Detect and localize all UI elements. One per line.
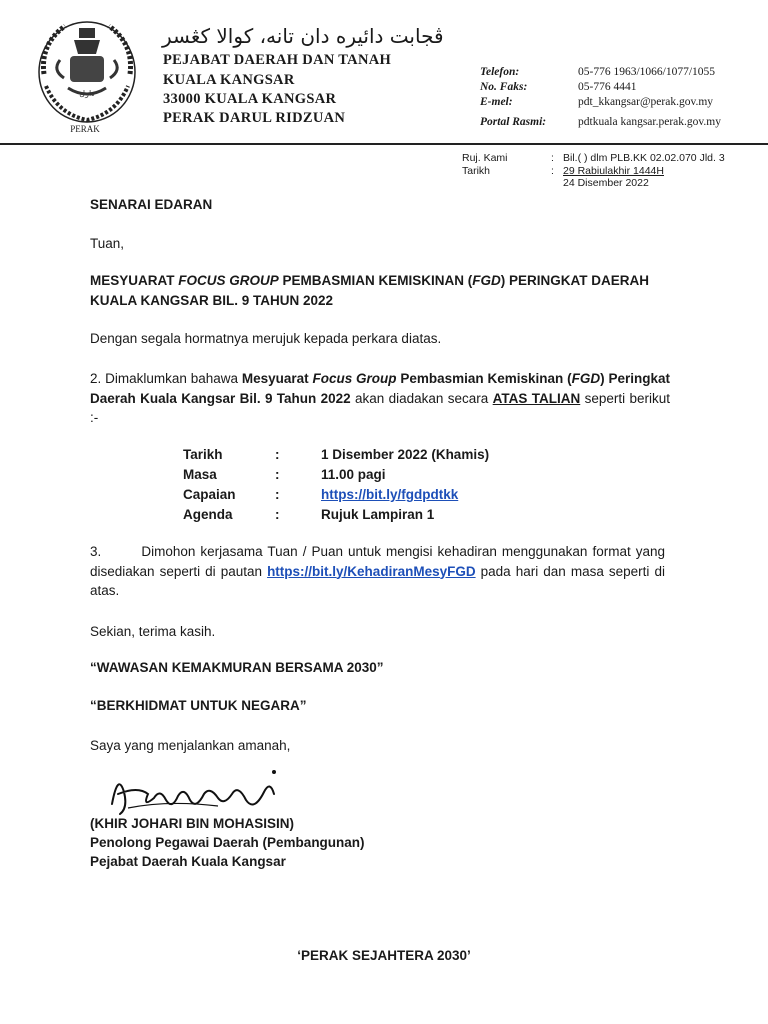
phone-label: Telefon: [480,66,520,78]
slogan-2: “BERKHIDMAT UNTUK NEGARA” [90,698,307,713]
reference-value: Bil.( ) dlm PLB.KK 02.02.070 Jld. 3 [563,152,725,164]
paragraph-3: 3. Dimohon kerjasama Tuan / Puan untuk mengisi kehadiran menggunakan format yang disediakan seperti di pautan https://bit.ly/KehadiranMesyFGD pada hari dan masa seperti di atas. [90,544,665,598]
svg-text:ﺩﺍﺭﻝ: ﺩﺍﺭﻝ [79,89,95,98]
reference-label: Ruj. Kami [462,152,508,164]
letter-subject: MESYUARAT FOCUS GROUP PEMBASMIAN KEMISKINAN (FGD) PERINGKAT DAERAH KUALA KANGSAR BIL. 9 TAHUN 2022 [90,273,650,308]
detail-colon: : [275,507,280,522]
email-label: E-mel: [480,96,513,108]
footer-slogan: ‘PERAK SEJAHTERA 2030’ [297,948,471,963]
date-colon: : [551,165,554,177]
address-line-2: KUALA KANGSAR [163,72,295,88]
jawi-heading: ڤجابت دائيره دان تانه، كوالا كڠسر [162,24,444,48]
closing-thanks: Sekian, terima kasih. [90,624,216,639]
detail-label-access: Capaian [183,487,236,502]
detail-value-date: 1 Disember 2022 (Khamis) [321,447,490,462]
detail-label-date: Tarikh [183,447,223,462]
detail-label-agenda: Agenda [183,507,233,522]
date-gregorian: 24 Disember 2022 [563,177,649,189]
date-hijri: 29 Rabiulakhir 1444H [563,165,664,177]
salutation: Tuan, [90,236,125,251]
phone-value: 05-776 1963/1066/1077/1055 [578,66,716,78]
signatory-position: Penolong Pegawai Daerah (Pembangunan) [90,835,365,850]
reference-colon: : [551,152,554,164]
detail-colon: : [275,467,280,482]
slogan-1: “WAWASAN KEMAKMURAN BERSAMA 2030” [90,660,384,675]
attendance-link[interactable]: https://bit.ly/KehadiranMesyFGD [267,563,476,579]
recipient-line: SENARAI EDARAN [90,197,213,212]
portal-value: pdtkuala kangsar.perak.gov.my [578,116,721,128]
detail-label-time: Masa [183,467,217,482]
detail-value-agenda: Rujuk Lampiran 1 [321,507,435,522]
portal-label: Portal Rasmi: [480,116,547,128]
signatory-office: Pejabat Daerah Kuala Kangsar [90,854,286,869]
detail-colon: : [275,447,280,462]
detail-colon: : [275,487,280,502]
address-line-1: PEJABAT DAERAH DAN TANAH [163,52,392,68]
date-label: Tarikh [462,165,491,177]
email-value: pdt_kkangsar@perak.gov.my [578,96,714,108]
detail-value-time: 11.00 pagi [321,467,386,482]
fax-value: 05-776 4441 [578,81,637,93]
paragraph-1: Dengan segala hormatnya merujuk kepada perkara diatas. [90,331,442,346]
address-line-3: 33000 KUALA KANGSAR [163,91,337,107]
header-divider [0,143,768,145]
crest-label: PERAK [70,124,100,134]
perak-crest-logo [30,14,145,134]
address-line-4: PERAK DARUL RIDZUAN [163,110,346,126]
sign-off: Saya yang menjalankan amanah, [90,738,291,753]
handwritten-signature [108,764,288,824]
signatory-name: (KHIR JOHARI BIN MOHASISIN) [90,816,295,831]
meeting-link[interactable]: https://bit.ly/fgdpdtkk [321,487,459,502]
paragraph-2: 2. Dimaklumkan bahawa Mesyuarat Focus Group Pembasmian Kemiskinan (FGD) Peringkat Daerah Kuala Kangsar Bil. 9 Tahun 2022 akan diadakan secara ATAS TALIAN seperti berikut :- [90,371,670,425]
fax-label: No. Faks: [480,81,528,93]
